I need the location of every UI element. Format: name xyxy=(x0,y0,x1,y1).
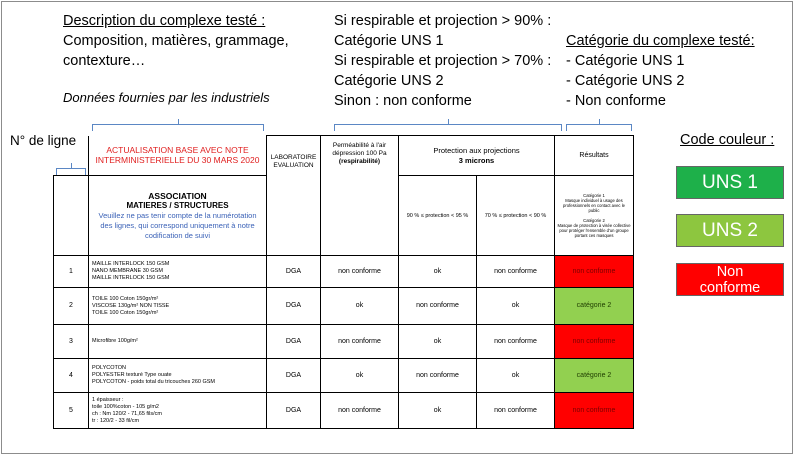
legend-nc-line-1: Non xyxy=(716,263,744,280)
row-permeability: non conforme xyxy=(321,325,399,359)
category-title: Catégorie du complexe testé: xyxy=(566,33,755,49)
projection-header xyxy=(399,136,555,176)
description-line-2: contexture… xyxy=(63,53,146,69)
table-row xyxy=(54,288,634,325)
row-number: 1 xyxy=(54,256,89,288)
row-projection-2: non conforme xyxy=(477,325,555,359)
description-line-1: Composition, matières, grammage, xyxy=(63,33,289,49)
material-line: MAILLE INTERLOCK 150 GSM xyxy=(92,275,170,281)
row-result-badge: non conforme xyxy=(555,325,634,359)
lab-header: LABORATOIRE EVALUATION xyxy=(267,136,321,256)
row-number: 3 xyxy=(54,325,89,359)
results-notes xyxy=(555,176,634,256)
row-materials xyxy=(89,288,267,325)
row-result-badge: catégorie 2 xyxy=(555,359,634,393)
table-header-row-1 xyxy=(54,136,634,176)
projection-col-2: 70 % ≤ protection < 90 % xyxy=(477,176,555,256)
permeability-header-text: Perméabilité à l'air dépression 100 Pa xyxy=(332,142,387,157)
row-lab: DGA xyxy=(267,325,321,359)
material-line: VISCOSE 130g/m² NON TISSE xyxy=(92,302,170,309)
row-permeability: ok xyxy=(321,359,399,393)
update-note: ACTUALISATION BASE AVEC NOTE INTERMINISTERIELLE DU 30 MARS 2020 xyxy=(89,136,267,176)
legend-uns2-label: UNS 2 xyxy=(702,219,758,241)
row-projection-1: non conforme xyxy=(399,359,477,393)
row-lab: DGA xyxy=(267,256,321,288)
table-row xyxy=(54,325,634,359)
brace-description xyxy=(92,124,264,133)
association-cell xyxy=(89,176,267,256)
permeability-sub: (respirabilité) xyxy=(338,158,381,165)
row-projection-1: ok xyxy=(399,256,477,288)
material-line: POLYESTER texturé Type ouate xyxy=(92,372,172,378)
rule-1-category: Catégorie UNS 1 xyxy=(334,33,444,49)
association-title: ASSOCIATION xyxy=(148,190,207,201)
category-item-3: - Non conforme xyxy=(566,93,666,109)
results-cat2-text: Masque de protection à visée collective pour protéger l'ensemble d'un groupe portant ces masques xyxy=(557,222,631,239)
results-cat1-title: Catégorie 1 xyxy=(583,192,605,198)
legend-non-conforme xyxy=(676,263,784,296)
category-item-1: - Catégorie UNS 1 xyxy=(566,53,685,69)
row-projection-2: ok xyxy=(477,359,555,393)
row-projection-1: ok xyxy=(399,325,477,359)
legend-uns1 xyxy=(676,166,784,199)
projection-header-text: Protection aux projections xyxy=(433,145,520,155)
table-row xyxy=(54,393,634,429)
results-table xyxy=(53,135,634,429)
row-result-badge: non conforme xyxy=(555,393,634,429)
association-note: Veuillez ne pas tenir compte de la numérotation des lignes, qui correspond uniquement à notre codification de suivi xyxy=(98,210,257,240)
material-line: TOILE 100 Coton 150gr/m² xyxy=(92,295,159,302)
material-line: NANO MEMBRANE 30 GSM xyxy=(92,268,163,274)
legend-nc-line-2: conforme xyxy=(699,279,761,296)
row-number: 4 xyxy=(54,359,89,393)
table-row xyxy=(54,256,634,288)
rule-2: Si respirable et projection > 70% : xyxy=(334,53,552,69)
row-lab: DGA xyxy=(267,393,321,429)
description-title: Description du complexe testé : xyxy=(63,13,266,29)
row-projection-2: ok xyxy=(477,288,555,325)
row-projection-1: ok xyxy=(399,393,477,429)
row-permeability: non conforme xyxy=(321,256,399,288)
legend-title: Code couleur : xyxy=(680,132,775,148)
material-line: MAILLE INTERLOCK 150 GSM xyxy=(92,261,170,267)
line-number-label: N° de ligne xyxy=(10,133,77,148)
row-number: 5 xyxy=(54,393,89,429)
material-line: 1 épaisseur : xyxy=(92,396,124,403)
rule-2-category: Catégorie UNS 2 xyxy=(334,73,444,89)
row-projection-2: non conforme xyxy=(477,393,555,429)
permeability-header xyxy=(321,136,399,256)
row-permeability: non conforme xyxy=(321,393,399,429)
association-subtitle: MATIERES / STRUCTURES xyxy=(126,200,229,210)
row-materials xyxy=(89,359,267,393)
row-materials xyxy=(89,256,267,288)
legend-uns2 xyxy=(676,214,784,247)
table-row xyxy=(54,359,634,393)
brace-category xyxy=(566,124,632,133)
table-body xyxy=(54,256,634,429)
row-lab: DGA xyxy=(267,359,321,393)
row-materials xyxy=(89,325,267,359)
brace-rules xyxy=(334,124,562,133)
row-permeability: ok xyxy=(321,288,399,325)
row-projection-2: non conforme xyxy=(477,256,555,288)
results-cat2-title: Catégorie 2 xyxy=(583,217,605,223)
rule-3: Sinon : non conforme xyxy=(334,93,472,109)
row-materials xyxy=(89,393,267,429)
material-line: toile 100%coton - 105 g/m2 xyxy=(92,403,159,410)
row-result-badge: catégorie 2 xyxy=(555,288,634,325)
row-number: 2 xyxy=(54,288,89,325)
category-item-2: - Catégorie UNS 2 xyxy=(566,73,685,89)
results-cat1-text: Masque individuel à usage des professionnels en contact avec le public xyxy=(563,197,625,214)
row-result-badge: non conforme xyxy=(555,256,634,288)
material-line: ch : Nm 120/2 - 71,65 fils/cm xyxy=(92,410,162,417)
results-header: Résultats xyxy=(555,136,634,176)
material-line: tr : 120/2 - 33 fil/cm xyxy=(92,417,140,424)
legend-uns1-label: UNS 1 xyxy=(702,171,758,193)
material-line: POLYCOTON xyxy=(92,365,127,371)
material-line: TOILE 100 Coton 150gr/m² xyxy=(92,309,159,316)
material-line: POLYCOTON - poids total du tricouches 260 GSM xyxy=(92,379,215,385)
description-note: Données fournies par les industriels xyxy=(63,90,270,105)
projection-col-1: 90 % ≤ protection < 95 % xyxy=(399,176,477,256)
row-projection-1: non conforme xyxy=(399,288,477,325)
rule-1: Si respirable et projection > 90% : xyxy=(334,13,552,29)
row-lab: DGA xyxy=(267,288,321,325)
projection-sub: 3 microns xyxy=(458,155,495,165)
material-line: Microfibre 100g/m² xyxy=(92,338,138,344)
